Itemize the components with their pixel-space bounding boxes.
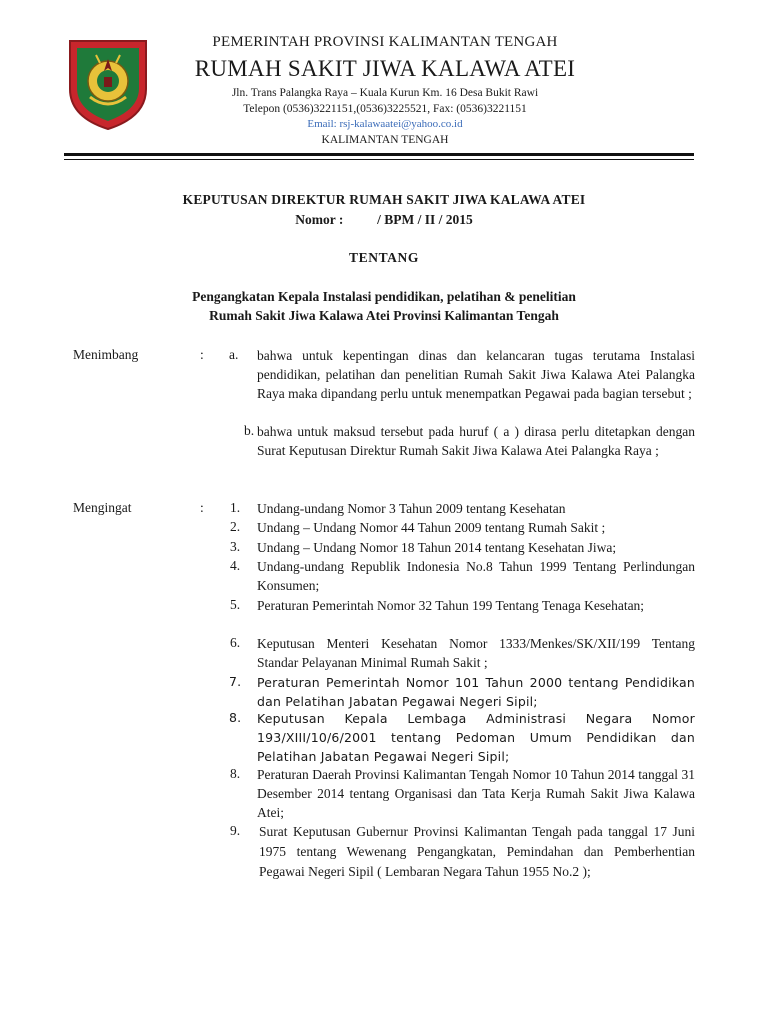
list-marker: 6.: [230, 635, 241, 650]
list-item: Undang – Undang Nomor 18 Tahun 2014 tentang Kesehatan Jiwa;: [257, 540, 617, 555]
letterhead-divider-thin: [64, 159, 694, 160]
decree-number: Nomor : / BPM / II / 2015: [295, 212, 473, 227]
menimbang-marker-b: b.: [244, 423, 255, 438]
decree-subject-line-2: Rumah Sakit Jiwa Kalawa Atei Provinsi Kalimantan Tengah: [209, 308, 559, 323]
provincial-emblem-icon: [66, 37, 150, 131]
list-item: Undang-undang Nomor 3 Tahun 2009 tentang Kesehatan: [257, 501, 566, 516]
list-marker: 2.: [230, 519, 241, 534]
phone-line: Telepon (0536)3221151,(0536)3225521, Fax: (0536)3221151: [243, 103, 527, 115]
decree-about: TENTANG: [349, 250, 419, 265]
menimbang-item-b: bahwa untuk maksud tersebut pada huruf ( a ) dirasa perlu ditetapkan dengan Surat Keputusan Direktur Rumah Sakit Jiwa Kalawa Atei Palangka Raya ;: [257, 424, 695, 458]
list-marker: 4.: [230, 558, 241, 573]
mengingat-colon: :: [200, 500, 204, 515]
list-marker: 3.: [230, 539, 241, 554]
list-item: Undang – Undang Nomor 44 Tahun 2009 tentang Rumah Sakit ;: [257, 520, 606, 535]
list-marker: 8.: [230, 766, 241, 781]
menimbang-label: Menimbang: [73, 347, 139, 362]
region-line: KALIMANTAN TENGAH: [321, 134, 449, 146]
list-item: Peraturan Daerah Provinsi Kalimantan Tengah Nomor 10 Tahun 2014 tanggal 31 Desember 2014 tentang Organisasi dan Tata Kerja Rumah Sakit Jiwa Kalawa Atei;: [257, 767, 695, 820]
list-marker: 5.: [230, 597, 241, 612]
list-item: Keputusan Kepala Lembaga Administrasi Negara Nomor 193/XIII/10/6/2001 tentang Pedoman Umum Pendidikan dan Pelatihan Jabatan Pegawai Negeri Sipil;: [257, 711, 695, 764]
menimbang-item-a: bahwa untuk kepentingan dinas dan kelancaran tugas terutama Instalasi pendidikan, pelatihan dan penelitian Rumah Sakit Jiwa Kalawa Atei Palangka Raya maka dipandang perlu untuk menempatkan Pegawai pada bagian tersebut ;: [257, 348, 695, 401]
list-marker: 8.: [229, 710, 242, 725]
institution-name: RUMAH SAKIT JIWA KALAWA ATEI: [194, 56, 576, 81]
menimbang-marker-a: a.: [229, 347, 239, 362]
list-item: Peraturan Pemerintah Nomor 101 Tahun 2000 tentang Pendidikan dan Pelatihan Jabatan Pegawai Negeri Sipil;: [257, 675, 695, 709]
menimbang-colon: :: [200, 347, 204, 362]
decree-subject-line-1: Pengangkatan Kepala Instalasi pendidikan, pelatihan & penelitian: [192, 289, 576, 304]
letterhead-divider: [64, 153, 694, 156]
government-name: PEMERINTAH PROVINSI KALIMANTAN TENGAH: [212, 34, 558, 50]
list-item: Peraturan Pemerintah Nomor 32 Tahun 199 Tentang Tenaga Kesehatan;: [257, 598, 645, 613]
list-marker: 9.: [230, 823, 241, 838]
email-line: Email: rsj-kalawaatei@yahoo.co.id: [307, 118, 463, 130]
list-item: Undang-undang Republik Indonesia No.8 Tahun 1999 Tentang Perlindungan Konsumen;: [257, 559, 695, 593]
address-line: Jln. Trans Palangka Raya – Kuala Kurun Km. 16 Desa Bukit Rawi: [231, 87, 539, 99]
decree-title: KEPUTUSAN DIREKTUR RUMAH SAKIT JIWA KALAWA ATEI: [182, 192, 586, 207]
list-marker: 1.: [230, 500, 241, 515]
list-item: Surat Keputusan Gubernur Provinsi Kalimantan Tengah pada tanggal 17 Juni 1975 tentang Wewenang Pengangkatan, Pemindahan dan Pemberhentian Pegawai Negeri Sipil ( Lembaran Negara Tahun 1955 No.2 );: [259, 824, 695, 879]
list-marker: 7.: [229, 674, 242, 689]
mengingat-label: Mengingat: [73, 500, 132, 515]
list-item: Keputusan Menteri Kesehatan Nomor 1333/Menkes/SK/XII/199 Tentang Standar Pelayanan Minimal Rumah Sakit ;: [257, 636, 695, 670]
